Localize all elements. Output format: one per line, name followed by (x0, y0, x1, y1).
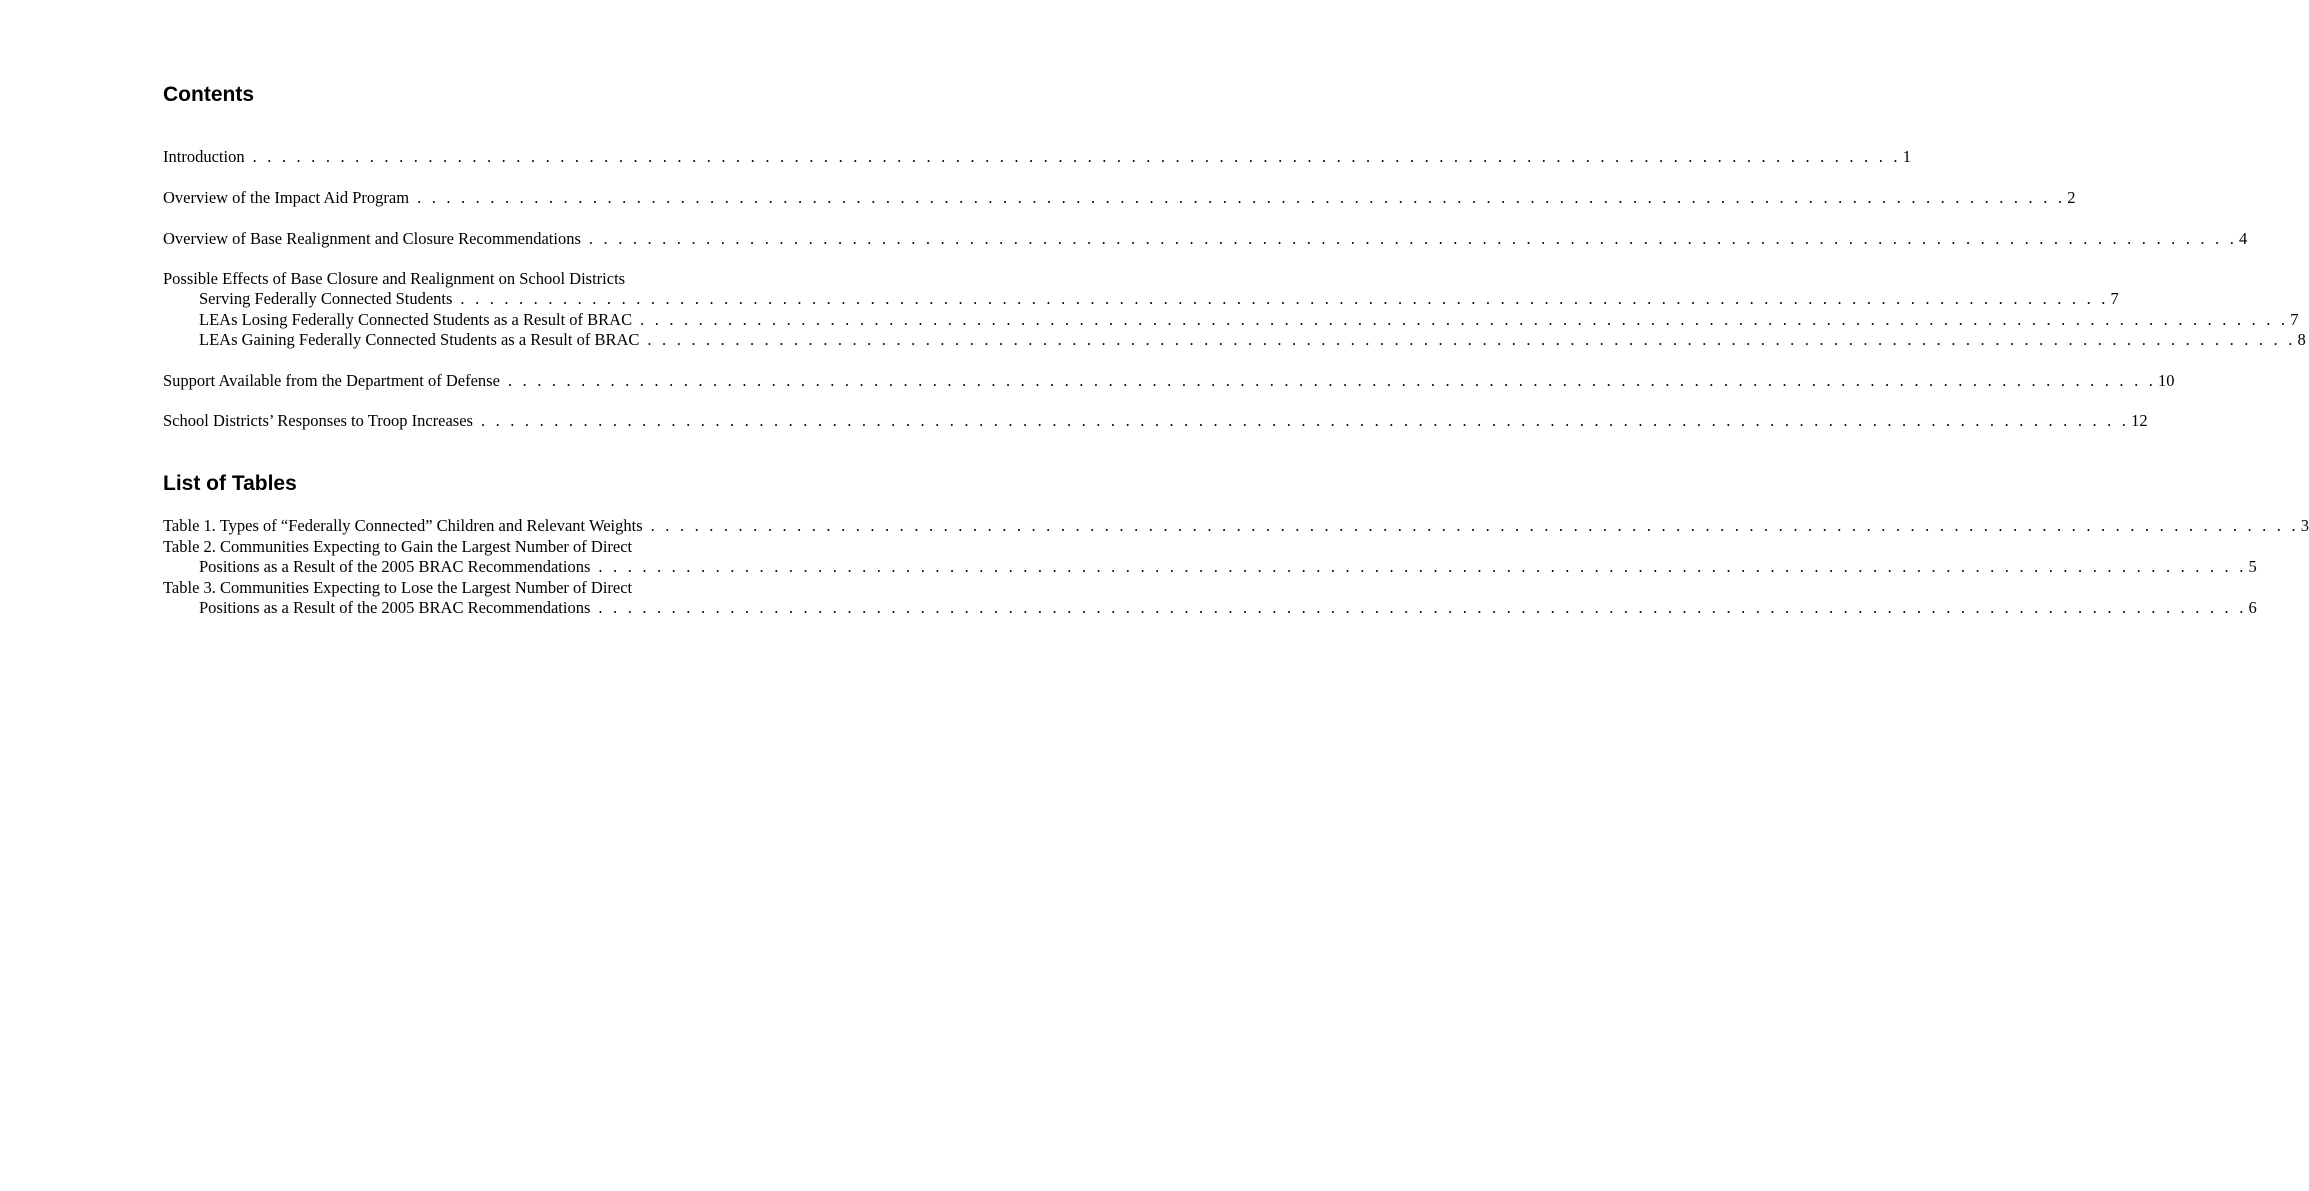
dot-leader: . . . . . . . . . . . . . . . . . . . . . . . . . . . . . . . . . . . . . . . . . . . . . . . . . . . . . . . . . . . . . . . . . . . . . . . . . . . . . . . . . . . . . . . . . . . . . . . . . . . . . . . . . . . . . . . . . (507, 371, 2157, 390)
toc-entry-introduction[interactable] (163, 147, 1911, 167)
dot-leader: . . . . . . . . . . . . . . . . . . . . . . . . . . . . . . . . . . . . . . . . . . . . . . . . . . . . . . . . . . . . . . . . . . . . . . . . . . . . . . . . . . . . . . . . . . . . . . . . . . . . . . . . . . . . . . . . . (588, 229, 2238, 248)
toc-entry-page: 1 (1902, 147, 1911, 166)
table-entry-page: 3 (2300, 516, 2309, 535)
toc-entry-title: Overview of Base Realignment and Closure Recommendations (163, 229, 581, 248)
contents-heading: Contents (163, 83, 254, 106)
toc-entry-title: LEAs Gaining Federally Connected Students as a Result of BRAC (199, 330, 640, 349)
table-entry-page: 6 (2248, 598, 2257, 617)
dot-leader: . . . . . . . . . . . . . . . . . . . . . . . . . . . . . . . . . . . . . . . . . . . . . . . . . . . . . . . . . . . . . . . . . . . . . . . . . . . . . . . . . . . . . . . . . . . . . . . . . . . . . . . . . . . . . . . . . (252, 147, 1901, 166)
toc-entry-title: Introduction (163, 147, 245, 166)
dot-leader: . . . . . . . . . . . . . . . . . . . . . . . . . . . . . . . . . . . . . . . . . . . . . . . . . . . . . . . . . . . . . . . . . . . . . . . . . . . . . . . . . . . . . . . . . . . . . . . . . . . . . . . . . . . . . . . . . (417, 188, 2066, 207)
toc-entry-page: 7 (2290, 310, 2299, 329)
table-entry-title: Positions as a Result of the 2005 BRAC Recommendations (199, 598, 591, 617)
toc-entry-brac-overview[interactable] (163, 229, 2248, 249)
dot-leader: . . . . . . . . . . . . . . . . . . . . . . . . . . . . . . . . . . . . . . . . . . . . . . . . . . . . . . . . . . . . . . . . . . . . . . . . . . . . . . . . . . . . . . . . . . . . . . . . . . . . . . . . . . . . . . . . . (480, 411, 2130, 430)
dot-leader: . . . . . . . . . . . . . . . . . . . . . . . . . . . . . . . . . . . . . . . . . . . . . . . . . . . . . . . . . . . . . . . . . . . . . . . . . . . . . . . . . . . . . . . . . . . . . . . . . . . . . . . . . . . . . . . . . (460, 289, 2109, 308)
table-entry-3[interactable]: Table 3. Communities Expecting to Lose the Largest Number of Direct (163, 578, 633, 597)
dot-leader: . . . . . . . . . . . . . . . . . . . . . . . . . . . . . . . . . . . . . . . . . . . . . . . . . . . . . . . . . . . . . . . . . . . . . . . . . . . . . . . . . . . . . . . . . . . . . . . . . . . . . . . . . . . . . . . . . (598, 598, 2247, 617)
toc-entry-title: Serving Federally Connected Students (199, 289, 453, 308)
table-entry-1[interactable] (163, 516, 2309, 536)
toc-entry-troop-increases[interactable] (163, 411, 2148, 431)
toc-entry-page: 7 (2110, 289, 2119, 308)
toc-entry-title: Overview of the Impact Aid Program (163, 188, 410, 207)
toc-entry-title: Support Available from the Department of Defense (163, 371, 500, 390)
toc-entry-page: 2 (2067, 188, 2076, 207)
toc-entry-dod-support[interactable] (163, 371, 2175, 391)
toc-entry-possible-effects[interactable]: Possible Effects of Base Closure and Realignment on School Districts (163, 269, 626, 288)
toc-entry-title: LEAs Losing Federally Connected Students as a Result of BRAC (199, 310, 633, 329)
table-entry-2-continuation[interactable] (199, 557, 2257, 577)
toc-entry-page: 4 (2239, 229, 2248, 248)
table-entry-title: Positions as a Result of the 2005 BRAC Recommendations (199, 557, 591, 576)
toc-entry-possible-effects-continuation[interactable] (199, 289, 2119, 309)
dot-leader: . . . . . . . . . . . . . . . . . . . . . . . . . . . . . . . . . . . . . . . . . . . . . . . . . . . . . . . . . . . . . . . . . . . . . . . . . . . . . . . . . . . . . . . . . . . . . . . . . . . . . . . . . . . . . . . . . (650, 516, 2299, 535)
dot-leader: . . . . . . . . . . . . . . . . . . . . . . . . . . . . . . . . . . . . . . . . . . . . . . . . . . . . . . . . . . . . . . . . . . . . . . . . . . . . . . . . . . . . . . . . . . . . . . . . . . . . . . . . . . . . . . . . . (647, 330, 2296, 349)
table-entry-page: 5 (2248, 557, 2257, 576)
toc-subentry-leas-losing[interactable] (199, 310, 2299, 330)
dot-leader: . . . . . . . . . . . . . . . . . . . . . . . . . . . . . . . . . . . . . . . . . . . . . . . . . . . . . . . . . . . . . . . . . . . . . . . . . . . . . . . . . . . . . . . . . . . . . . . . . . . . . . . . . . . . . . . . . (640, 310, 2289, 329)
list-of-tables-heading: List of Tables (163, 472, 297, 495)
toc-entry-title: School Districts’ Responses to Troop Increases (163, 411, 473, 430)
dot-leader: . . . . . . . . . . . . . . . . . . . . . . . . . . . . . . . . . . . . . . . . . . . . . . . . . . . . . . . . . . . . . . . . . . . . . . . . . . . . . . . . . . . . . . . . . . . . . . . . . . . . . . . . . . . . . . . . . (598, 557, 2247, 576)
table-entry-3-continuation[interactable] (199, 598, 2257, 618)
toc-subentry-leas-gaining[interactable] (199, 330, 2306, 350)
toc-entry-page: 12 (2131, 411, 2148, 430)
table-entry-title: Table 1. Types of “Federally Connected” Children and Relevant Weights (163, 516, 643, 535)
toc-entry-page: 10 (2158, 371, 2175, 390)
toc-entry-page: 8 (2297, 330, 2306, 349)
toc-entry-impact-aid-overview[interactable] (163, 188, 2076, 208)
table-entry-2[interactable]: Table 2. Communities Expecting to Gain the Largest Number of Direct (163, 537, 633, 556)
